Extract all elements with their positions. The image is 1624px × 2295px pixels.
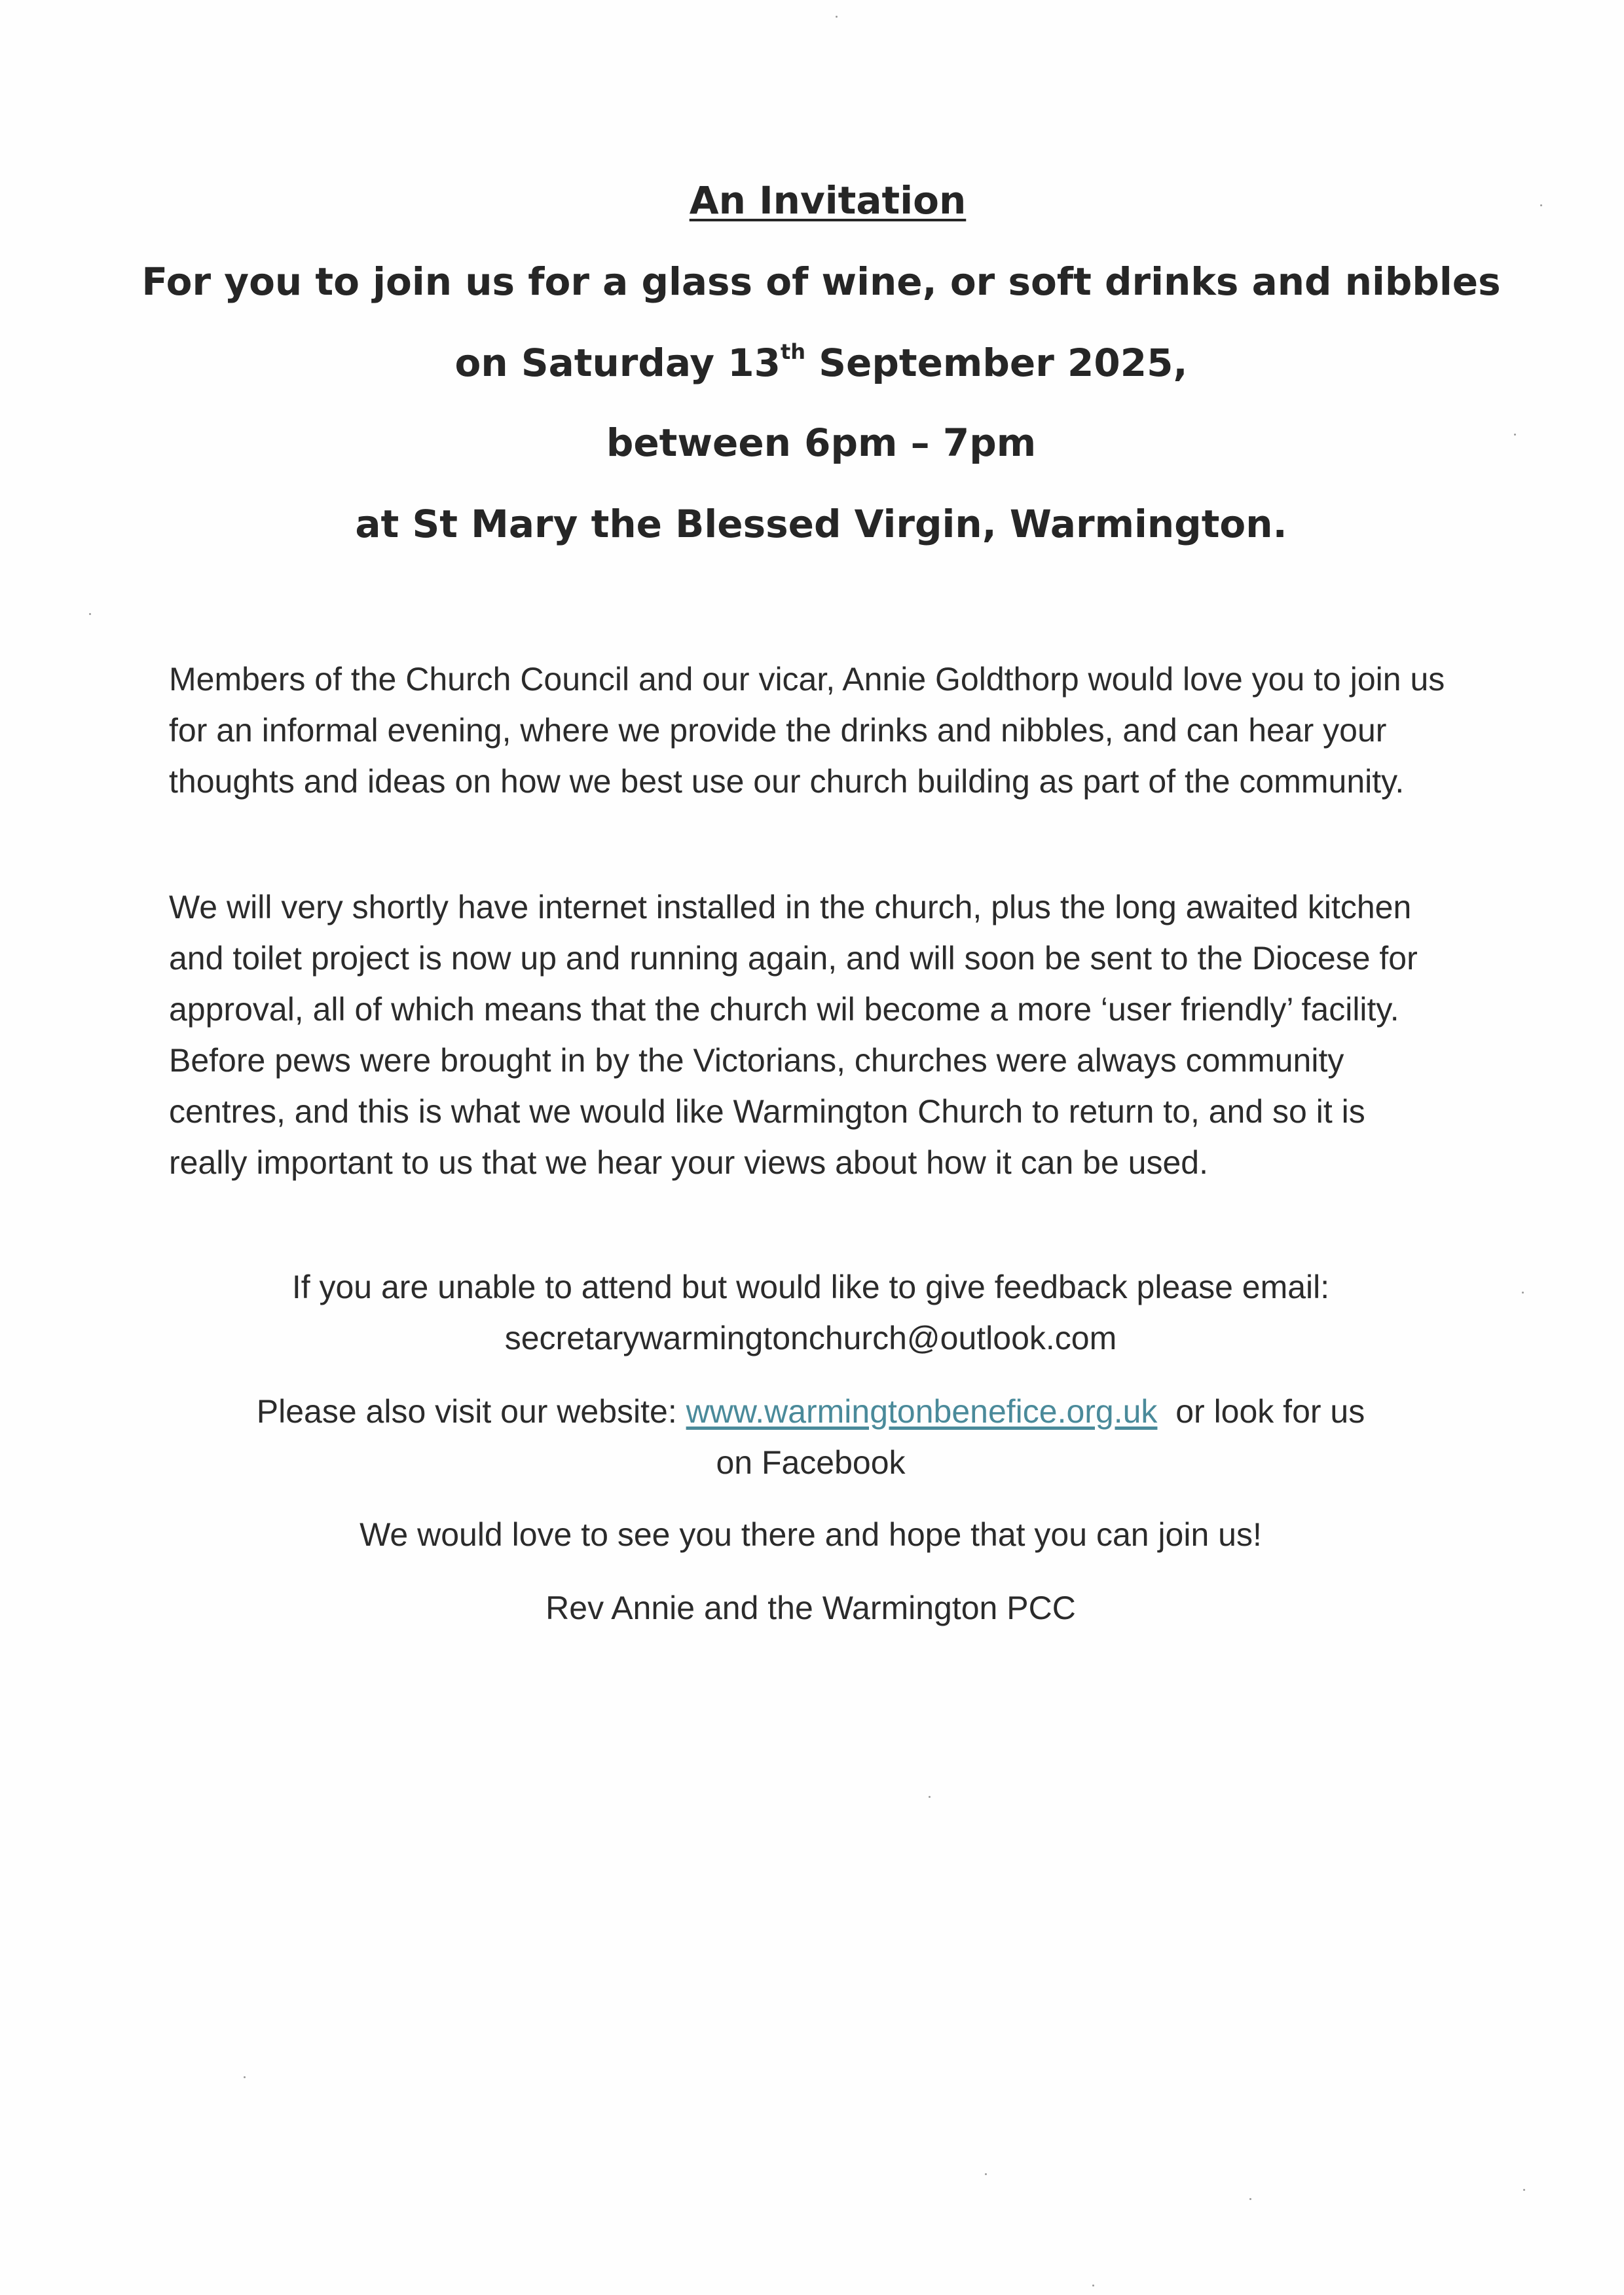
scan-speck xyxy=(1514,434,1516,436)
body-paragraph-intro: Members of the Church Council and our vicar, Annie Goldthorp would love you to join us for an informal evening, where we provide the drinks and nibbles, and can hear your thoughts and ideas on how we best use our church building as part of the community. xyxy=(169,661,1445,800)
scan-speck xyxy=(1522,1292,1524,1294)
website-section xyxy=(169,1386,1452,1488)
website-suffix: or look for us xyxy=(1157,1393,1365,1430)
scan-speck xyxy=(1540,204,1542,206)
scan-speck xyxy=(1523,2189,1525,2191)
event-date-prefix: on Saturday 13 xyxy=(454,341,781,385)
closing-message: We would love to see you there and hope that you can join us! xyxy=(360,1516,1262,1553)
scan-speck xyxy=(836,16,838,18)
event-date-suffix: September 2025, xyxy=(805,341,1188,385)
event-location: at St Mary the Blessed Virgin, Warmington. xyxy=(355,502,1287,546)
scan-speck xyxy=(985,2173,987,2175)
feedback-email: secretarywarmingtonchurch@outlook.com xyxy=(504,1320,1117,1356)
feedback-section xyxy=(169,1261,1452,1364)
body-paragraph-project: We will very shortly have internet installed in the church, plus the long awaited kitchen and toilet project is now up and running again, and will soon be sent to the Diocese for approval, all of which means that the church wil become a more ‘user friendly’ facility. Before pews were brought in by the Victorians, churches were always community centres, and this is what we would like Warmington Church to return to, and so it is really important to us that we hear your views about how it can be used. xyxy=(169,889,1418,1181)
event-date-ordinal: th xyxy=(780,339,806,364)
signature: Rev Annie and the Warmington PCC xyxy=(545,1590,1076,1626)
website-prefix: Please also visit our website: xyxy=(256,1393,686,1430)
invitation-subtitle: For you to join us for a glass of wine, or soft drinks and nibbles xyxy=(141,259,1501,304)
scan-speck xyxy=(244,2076,246,2078)
scan-speck xyxy=(1092,2285,1094,2286)
invitation-title: An Invitation xyxy=(689,178,967,223)
website-link[interactable]: www.warmingtonbenefice.org.uk xyxy=(686,1393,1158,1430)
scan-speck xyxy=(89,613,91,615)
event-time: between 6pm – 7pm xyxy=(606,420,1037,465)
feedback-text: If you are unable to attend but would like to give feedback please email: xyxy=(291,1269,1330,1305)
website-facebook: on Facebook xyxy=(716,1444,906,1481)
scan-speck xyxy=(929,1796,931,1798)
scan-speck xyxy=(1249,2198,1251,2200)
event-date xyxy=(0,341,1624,385)
